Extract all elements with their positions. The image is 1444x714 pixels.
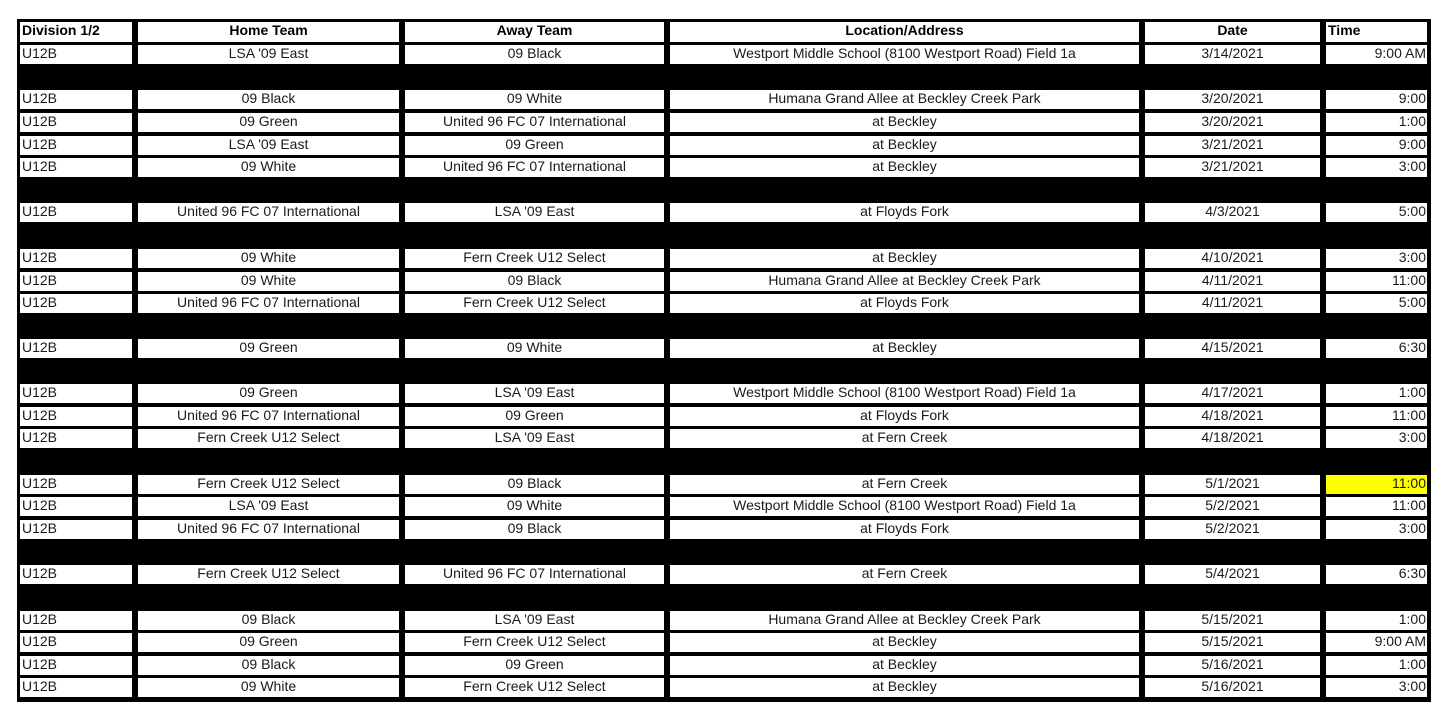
header-home-team: Home Team [138,22,399,42]
cell-location: Westport Middle School (8100 Westport Road) Field 1a [670,497,1139,516]
cell-date: 5/16/2021 [1145,678,1320,697]
cell-division: U12B [20,272,132,291]
cell-location: at Floyds Fork [670,520,1139,539]
cell-time: 1:00 [1326,384,1427,403]
header-time: Time [1326,22,1427,42]
cell-home-team: United 96 FC 07 International [138,407,399,426]
cell-location: Humana Grand Allee at Beckley Creek Park [670,90,1139,109]
table-row [17,675,1431,697]
cell-time: 3:00 [1326,678,1427,697]
table-row [17,110,1431,132]
cell-location: at Beckley [670,158,1139,177]
cell-division: U12B [20,158,132,177]
cell-time: 9:00 AM [1326,633,1427,652]
cell-location: at Beckley [670,249,1139,268]
cell-location: at Beckley [670,339,1139,358]
cell-division: U12B [20,384,132,403]
cell-home-team: 09 Green [138,339,399,358]
cell-home-team: United 96 FC 07 International [138,203,399,222]
cell-date: 5/1/2021 [1145,475,1320,494]
table-row [17,155,1431,177]
table-row [17,381,1431,403]
cell-time: 9:00 AM [1326,45,1427,64]
cell-location: Westport Middle School (8100 Westport Road) Field 1a [670,45,1139,64]
cell-away-team: 09 Black [405,520,664,539]
cell-away-team: LSA '09 East [405,611,664,630]
cell-division: U12B [20,565,132,584]
table-row [17,426,1431,448]
cell-time: 1:00 [1326,656,1427,675]
cell-home-team: United 96 FC 07 International [138,294,399,313]
cell-time: 5:00 [1326,294,1427,313]
header-location: Location/Address [670,22,1139,42]
header-date: Date [1145,22,1320,42]
table-row [17,494,1431,516]
table-row [17,608,1431,630]
cell-away-team: Fern Creek U12 Select [405,294,664,313]
cell-location: Westport Middle School (8100 Westport Road) Field 1a [670,384,1139,403]
header-division: Division 1/2 [20,22,132,42]
cell-date: 4/10/2021 [1145,249,1320,268]
cell-date: 4/15/2021 [1145,339,1320,358]
cell-location: at Fern Creek [670,475,1139,494]
cell-date: 3/14/2021 [1145,45,1320,64]
cell-date: 4/17/2021 [1145,384,1320,403]
table-row [17,246,1431,268]
cell-away-team: 09 Green [405,656,664,675]
cell-home-team: LSA '09 East [138,497,399,516]
cell-home-team: LSA '09 East [138,45,399,64]
cell-away-team: 09 Green [405,136,664,155]
table-row [17,517,1431,539]
cell-date: 5/2/2021 [1145,520,1320,539]
cell-division: U12B [20,633,132,652]
cell-home-team: 09 Green [138,384,399,403]
cell-location: at Beckley [670,633,1139,652]
cell-location: at Beckley [670,136,1139,155]
cell-away-team: United 96 FC 07 International [405,158,664,177]
cell-home-team: 09 White [138,158,399,177]
cell-location: at Beckley [670,656,1139,675]
cell-date: 5/16/2021 [1145,656,1320,675]
cell-date: 3/20/2021 [1145,90,1320,109]
cell-division: U12B [20,497,132,516]
cell-date: 5/15/2021 [1145,611,1320,630]
cell-time: 3:00 [1326,429,1427,448]
cell-home-team: 09 White [138,678,399,697]
cell-home-team: LSA '09 East [138,136,399,155]
table-row [17,472,1431,494]
cell-date: 3/21/2021 [1145,158,1320,177]
header-away-team: Away Team [405,22,664,42]
cell-location: Humana Grand Allee at Beckley Creek Park [670,272,1139,291]
table-row [17,562,1431,584]
cell-date: 4/18/2021 [1145,407,1320,426]
cell-division: U12B [20,475,132,494]
table-row [17,42,1431,64]
cell-date: 4/11/2021 [1145,294,1320,313]
table-row [17,269,1431,291]
cell-division: U12B [20,203,132,222]
cell-home-team: Fern Creek U12 Select [138,429,399,448]
cell-division: U12B [20,520,132,539]
cell-away-team: Fern Creek U12 Select [405,633,664,652]
cell-division: U12B [20,611,132,630]
cell-date: 4/18/2021 [1145,429,1320,448]
cell-division: U12B [20,429,132,448]
table-row [17,87,1431,109]
cell-time: 5:00 [1326,203,1427,222]
cell-away-team: 09 Green [405,407,664,426]
cell-division: U12B [20,656,132,675]
cell-division: U12B [20,249,132,268]
cell-time: 6:30 [1326,565,1427,584]
cell-home-team: 09 White [138,249,399,268]
cell-home-team: 09 Black [138,656,399,675]
cell-time: 11:00 [1326,272,1427,291]
cell-time: 9:00 [1326,136,1427,155]
cell-location: at Floyds Fork [670,294,1139,313]
cell-away-team: 09 Black [405,475,664,494]
cell-location: at Beckley [670,678,1139,697]
cell-time: 11:00 [1326,497,1427,516]
cell-away-team: LSA '09 East [405,203,664,222]
cell-location: at Fern Creek [670,429,1139,448]
cell-date: 5/4/2021 [1145,565,1320,584]
table-row [17,200,1431,222]
cell-division: U12B [20,407,132,426]
cell-time: 9:00 [1326,90,1427,109]
cell-home-team: 09 Black [138,90,399,109]
table-row [17,291,1431,313]
cell-away-team: United 96 FC 07 International [405,113,664,132]
cell-division: U12B [20,45,132,64]
cell-time: 3:00 [1326,520,1427,539]
cell-time: 3:00 [1326,158,1427,177]
table-row [17,404,1431,426]
cell-division: U12B [20,136,132,155]
cell-away-team: LSA '09 East [405,384,664,403]
cell-home-team: Fern Creek U12 Select [138,475,399,494]
cell-date: 4/11/2021 [1145,272,1320,291]
cell-date: 3/20/2021 [1145,113,1320,132]
cell-division: U12B [20,294,132,313]
cell-home-team: 09 Black [138,611,399,630]
cell-home-team: United 96 FC 07 International [138,520,399,539]
cell-date: 5/15/2021 [1145,633,1320,652]
cell-home-team: 09 White [138,272,399,291]
table-row [17,336,1431,358]
cell-away-team: 09 White [405,339,664,358]
cell-location: at Floyds Fork [670,203,1139,222]
cell-away-team: 09 White [405,497,664,516]
cell-home-team: Fern Creek U12 Select [138,565,399,584]
cell-home-team: 09 Green [138,633,399,652]
cell-location: Humana Grand Allee at Beckley Creek Park [670,611,1139,630]
schedule-table [17,19,1431,702]
cell-time: 11:00 [1326,475,1427,494]
cell-location: at Fern Creek [670,565,1139,584]
cell-away-team: Fern Creek U12 Select [405,249,664,268]
cell-time: 1:00 [1326,611,1427,630]
cell-away-team: 09 Black [405,45,664,64]
cell-time: 11:00 [1326,407,1427,426]
cell-time: 6:30 [1326,339,1427,358]
cell-date: 3/21/2021 [1145,136,1320,155]
cell-time: 3:00 [1326,249,1427,268]
cell-time: 1:00 [1326,113,1427,132]
cell-division: U12B [20,90,132,109]
table-row [17,133,1431,155]
cell-home-team: 09 Green [138,113,399,132]
table-row [17,653,1431,675]
cell-date: 5/2/2021 [1145,497,1320,516]
cell-away-team: LSA '09 East [405,429,664,448]
cell-location: at Beckley [670,113,1139,132]
cell-division: U12B [20,339,132,358]
cell-location: at Floyds Fork [670,407,1139,426]
cell-division: U12B [20,678,132,697]
cell-away-team: 09 Black [405,272,664,291]
header-row [17,19,1431,42]
cell-away-team: 09 White [405,90,664,109]
cell-away-team: United 96 FC 07 International [405,565,664,584]
cell-division: U12B [20,113,132,132]
table-row [17,630,1431,652]
cell-date: 4/3/2021 [1145,203,1320,222]
cell-away-team: Fern Creek U12 Select [405,678,664,697]
